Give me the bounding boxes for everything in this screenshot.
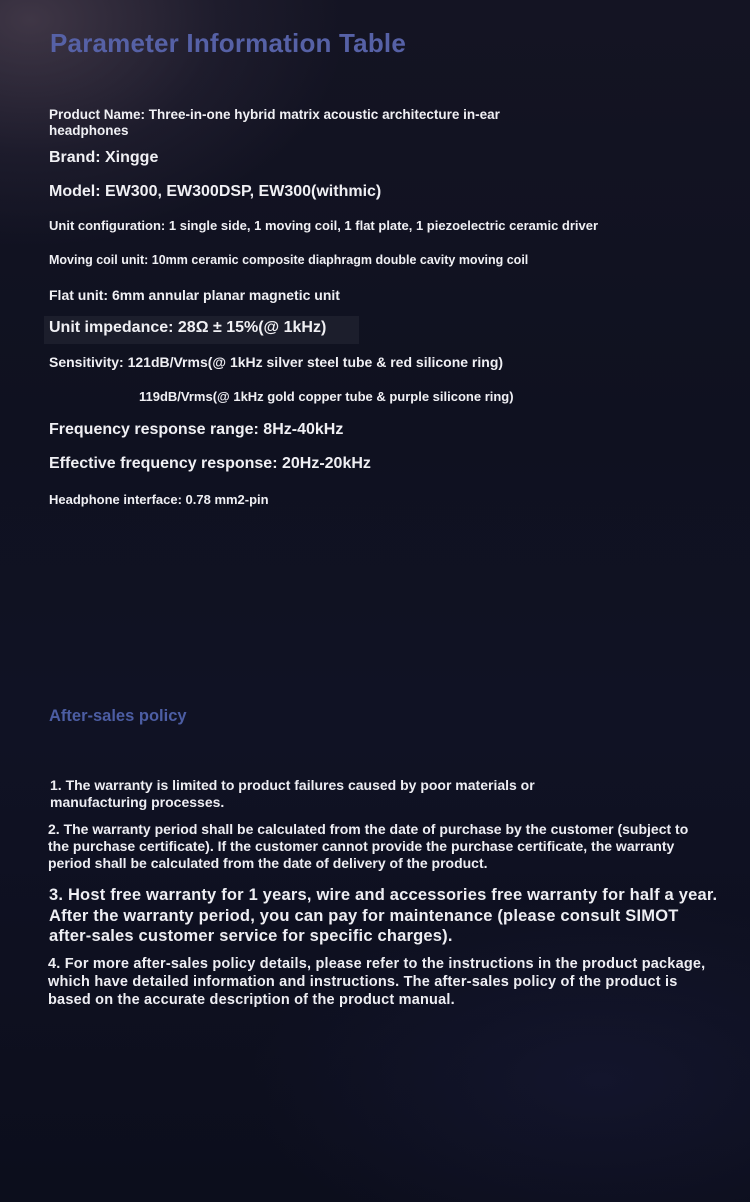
effective-frequency-response: Effective frequency response: 20Hz-20kHz bbox=[49, 455, 371, 472]
headphone-interface: Headphone interface: 0.78 mm2-pin bbox=[49, 492, 269, 507]
after-sales-heading: After-sales policy bbox=[49, 707, 187, 725]
policy-item: 2. The warranty period shall be calculated from the date of purchase by the customer (subject to the purchase certificate). If the customer cannot provide the purchase certificate, the warranty period shall be calculated from the date of delivery of the product. bbox=[48, 821, 689, 871]
policy-item: 4. For more after-sales policy details, please refer to the instructions in the product package, which have detailed information and instructions. The after-sales policy of the product is based on the accurate description of the product manual. bbox=[48, 956, 706, 1008]
sensitivity-line-1: Sensitivity: 121dB/Vrms(@ 1kHz silver steel tube & red silicone ring) bbox=[49, 354, 504, 370]
unit-configuration: Unit configuration: 1 single side, 1 moving coil, 1 flat plate, 1 piezoelectric ceramic driver bbox=[49, 218, 599, 233]
product-name: Product Name: Three-in-one hybrid matrix acoustic architecture in-ear headphones bbox=[49, 107, 500, 138]
page-title: Parameter Information Table bbox=[50, 28, 407, 58]
unit-impedance: Unit impedance: 28Ω ± 15%(@ 1kHz) bbox=[49, 319, 327, 336]
frequency-response-range: Frequency response range: 8Hz-40kHz bbox=[49, 421, 344, 438]
moving-coil-unit: Moving coil unit: 10mm ceramic composite diaphragm double cavity moving coil bbox=[49, 253, 529, 267]
policy-item: 3. Host free warranty for 1 years, wire and accessories free warranty for half a year. After the warranty period, you can pay for maintenance (please consult SIMOT after-sales customer service for specific charges). bbox=[49, 886, 718, 945]
brand: Brand: Xingge bbox=[49, 149, 159, 166]
flat-unit: Flat unit: 6mm annular planar magnetic unit bbox=[49, 287, 340, 303]
policy-item: 1. The warranty is limited to product failures caused by poor materials or manufacturing processes. bbox=[50, 777, 535, 810]
model: Model: EW300, EW300DSP, EW300(withmic) bbox=[49, 183, 382, 200]
sensitivity-line-2: 119dB/Vrms(@ 1kHz gold copper tube & purple silicone ring) bbox=[139, 389, 514, 404]
